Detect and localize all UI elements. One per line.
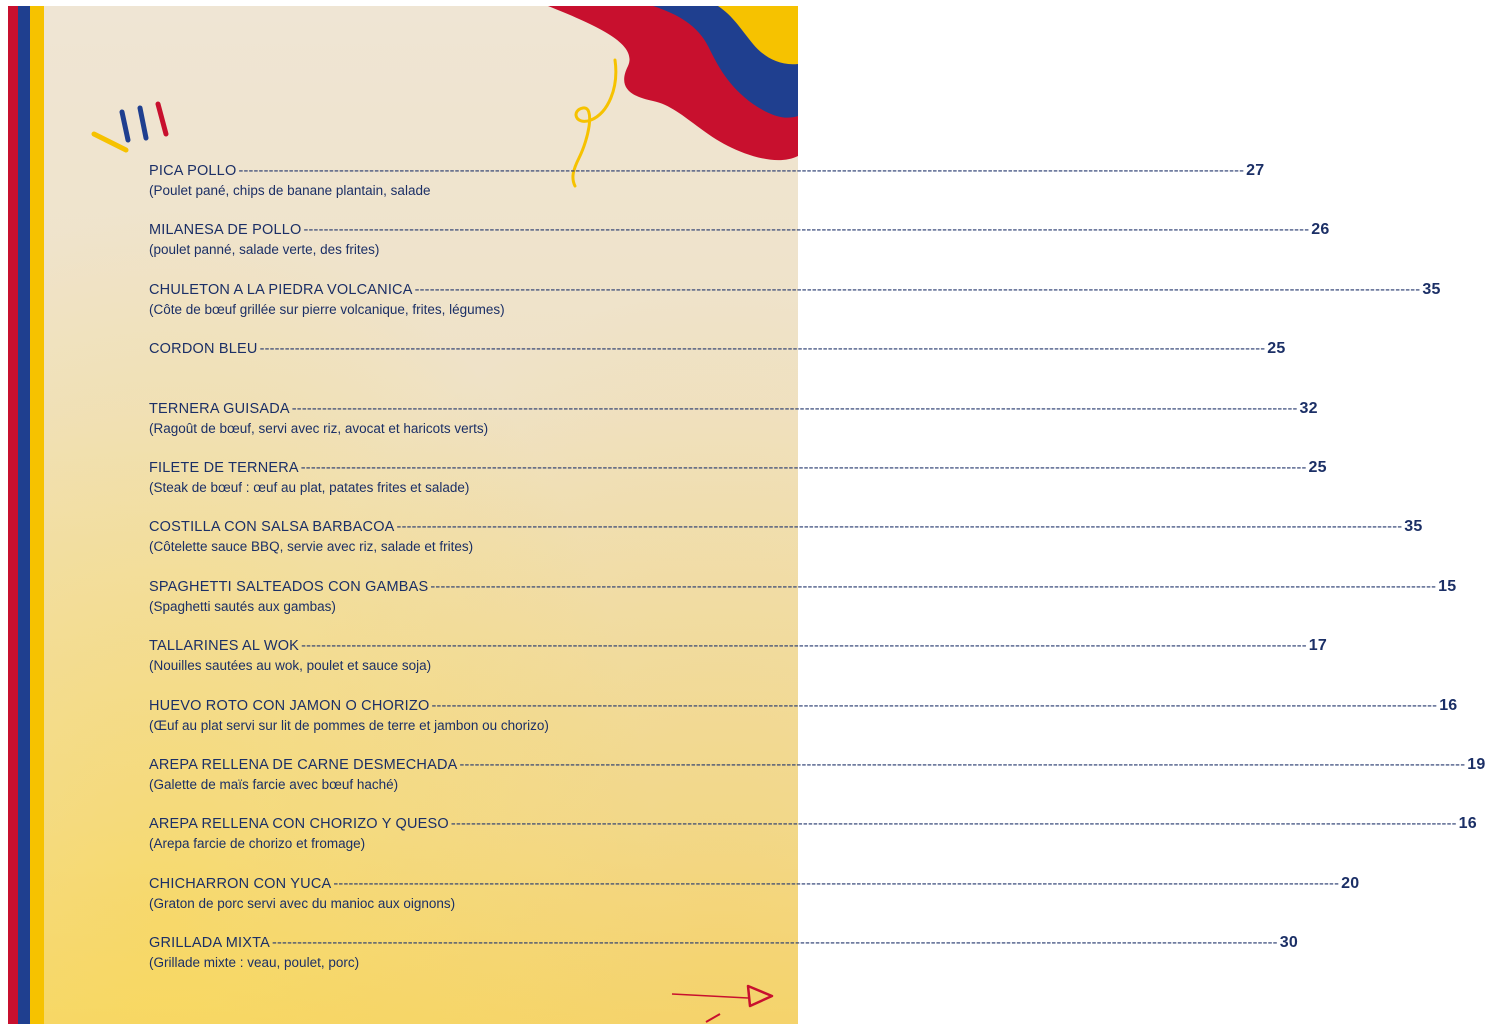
- dotted-leader: --------------------------------------------------------------------------------------------------------------------------------------------------------------------------------------------------------: [414, 281, 1421, 298]
- dish-name: SPAGHETTI SALTEADOS CON GAMBAS: [149, 578, 429, 595]
- dish-description: (Steak de bœuf : œuf au plat, patates frites et salade): [149, 479, 470, 495]
- dish-description: (Poulet pané, chips de banane plantain, salade: [149, 183, 431, 198]
- menu-list: [149, 162, 1485, 993]
- dish-description: (Nouilles sautées au wok, poulet et sauce soja): [149, 658, 432, 674]
- menu-item: [149, 518, 1423, 577]
- dish-price: 32: [1299, 399, 1318, 417]
- menu-item: [149, 577, 1457, 637]
- dotted-leader: --------------------------------------------------------------------------------------------------------------------------------------------------------------------------------------------------------: [238, 163, 1245, 179]
- menu-item: [149, 934, 1298, 993]
- dish-name: CHULETON A LA PIEDRA VOLCANICA: [149, 281, 413, 298]
- menu-item: [149, 458, 1327, 518]
- menu-item: [149, 280, 1441, 340]
- dish-name: MILANESA DE POLLO: [149, 222, 302, 239]
- dish-description: (Ragoût de bœuf, servi avec riz, avocat et haricots verts): [149, 420, 489, 436]
- dotted-leader: --------------------------------------------------------------------------------------------------------------------------------------------------------------------------------------------------------: [431, 697, 1438, 714]
- dotted-leader: --------------------------------------------------------------------------------------------------------------------------------------------------------------------------------------------------------: [450, 816, 1457, 833]
- dotted-leader: --------------------------------------------------------------------------------------------------------------------------------------------------------------------------------------------------------: [300, 459, 1307, 476]
- flag-stripe-yellow: [30, 6, 44, 1024]
- dish-price: 25: [1267, 340, 1286, 358]
- dotted-leader: --------------------------------------------------------------------------------------------------------------------------------------------------------------------------------------------------------: [396, 519, 1403, 536]
- dish-name: HUEVO ROTO CON JAMON O CHORIZO: [149, 697, 430, 714]
- menu-page: [8, 6, 1485, 1024]
- menu-item: [149, 815, 1477, 874]
- dotted-leader: --------------------------------------------------------------------------------------------------------------------------------------------------------------------------------------------------------: [291, 400, 1298, 417]
- dotted-leader: --------------------------------------------------------------------------------------------------------------------------------------------------------------------------------------------------------: [301, 638, 1307, 655]
- dish-price: 25: [1308, 458, 1327, 476]
- dish-price: 17: [1308, 637, 1327, 655]
- dish-price: 26: [1311, 221, 1330, 239]
- dish-description: (Spaghetti sautés aux gambas): [149, 598, 336, 614]
- dotted-leader: --------------------------------------------------------------------------------------------------------------------------------------------------------------------------------------------------------: [333, 875, 1340, 892]
- dish-price: 20: [1341, 874, 1360, 892]
- colored-brush-strokes: [86, 98, 176, 158]
- dish-price: 16: [1458, 815, 1477, 833]
- dish-name: FILETE DE TERNERA: [149, 459, 299, 476]
- dish-description: (Grillade mixte : veau, poulet, porc): [149, 955, 360, 971]
- dish-name: CORDON BLEU: [149, 341, 258, 358]
- dish-name: CHICHARRON CON YUCA: [149, 875, 332, 892]
- dish-price: 19: [1467, 755, 1485, 773]
- dish-price: 27: [1246, 162, 1265, 179]
- dish-price: 30: [1279, 934, 1298, 952]
- dish-description: (poulet panné, salade verte, des frites): [149, 242, 380, 258]
- dish-name: AREPA RELLENA CON CHORIZO Y QUESO: [149, 816, 449, 833]
- dotted-leader: --------------------------------------------------------------------------------------------------------------------------------------------------------------------------------------------------------: [271, 935, 1278, 952]
- dish-description: (Côtelette sauce BBQ, servie avec riz, salade et frites): [149, 539, 474, 555]
- menu-item: [149, 399, 1318, 459]
- dish-description: (Côte de bœuf grillée sur pierre volcanique, frites, légumes): [149, 301, 505, 317]
- dish-price: 35: [1422, 280, 1441, 298]
- dotted-leader: --------------------------------------------------------------------------------------------------------------------------------------------------------------------------------------------------------: [459, 756, 1466, 773]
- dish-price: 16: [1439, 696, 1458, 714]
- dish-name: TERNERA GUISADA: [149, 400, 290, 417]
- dish-description: (Galette de maïs farcie avec bœuf haché): [149, 776, 399, 792]
- dish-name: COSTILLA CON SALSA BARBACOA: [149, 519, 395, 536]
- dotted-leader: --------------------------------------------------------------------------------------------------------------------------------------------------------------------------------------------------------: [430, 578, 1437, 595]
- dish-price: 35: [1404, 518, 1423, 536]
- dish-description: (Œuf au plat servi sur lit de pommes de terre et jambon ou chorizo): [149, 717, 549, 733]
- flag-wave-decoration: [478, 6, 798, 176]
- dish-name: AREPA RELLENA DE CARNE DESMECHADA: [149, 756, 458, 773]
- flag-stripe-red: [8, 6, 18, 1024]
- dish-name: GRILLADA MIXTA: [149, 935, 270, 952]
- flag-stripe-blue: [18, 6, 30, 1024]
- menu-item: [149, 874, 1360, 934]
- menu-item: [149, 755, 1485, 815]
- dish-description: (Arepa farcie de chorizo et fromage): [149, 836, 366, 852]
- dish-name: PICA POLLO: [149, 163, 237, 179]
- dish-description: (Graton de porc servi avec du manioc aux oignons): [149, 895, 456, 911]
- menu-item: [149, 696, 1458, 756]
- menu-item: [149, 637, 1327, 696]
- menu-item: [149, 162, 1265, 221]
- dotted-leader: --------------------------------------------------------------------------------------------------------------------------------------------------------------------------------------------------------: [303, 222, 1310, 239]
- dotted-leader: --------------------------------------------------------------------------------------------------------------------------------------------------------------------------------------------------------: [259, 341, 1266, 358]
- dish-price: 15: [1438, 577, 1457, 595]
- dish-name: TALLARINES AL WOK: [149, 638, 300, 655]
- menu-item: [149, 340, 1286, 399]
- menu-item: [149, 221, 1330, 280]
